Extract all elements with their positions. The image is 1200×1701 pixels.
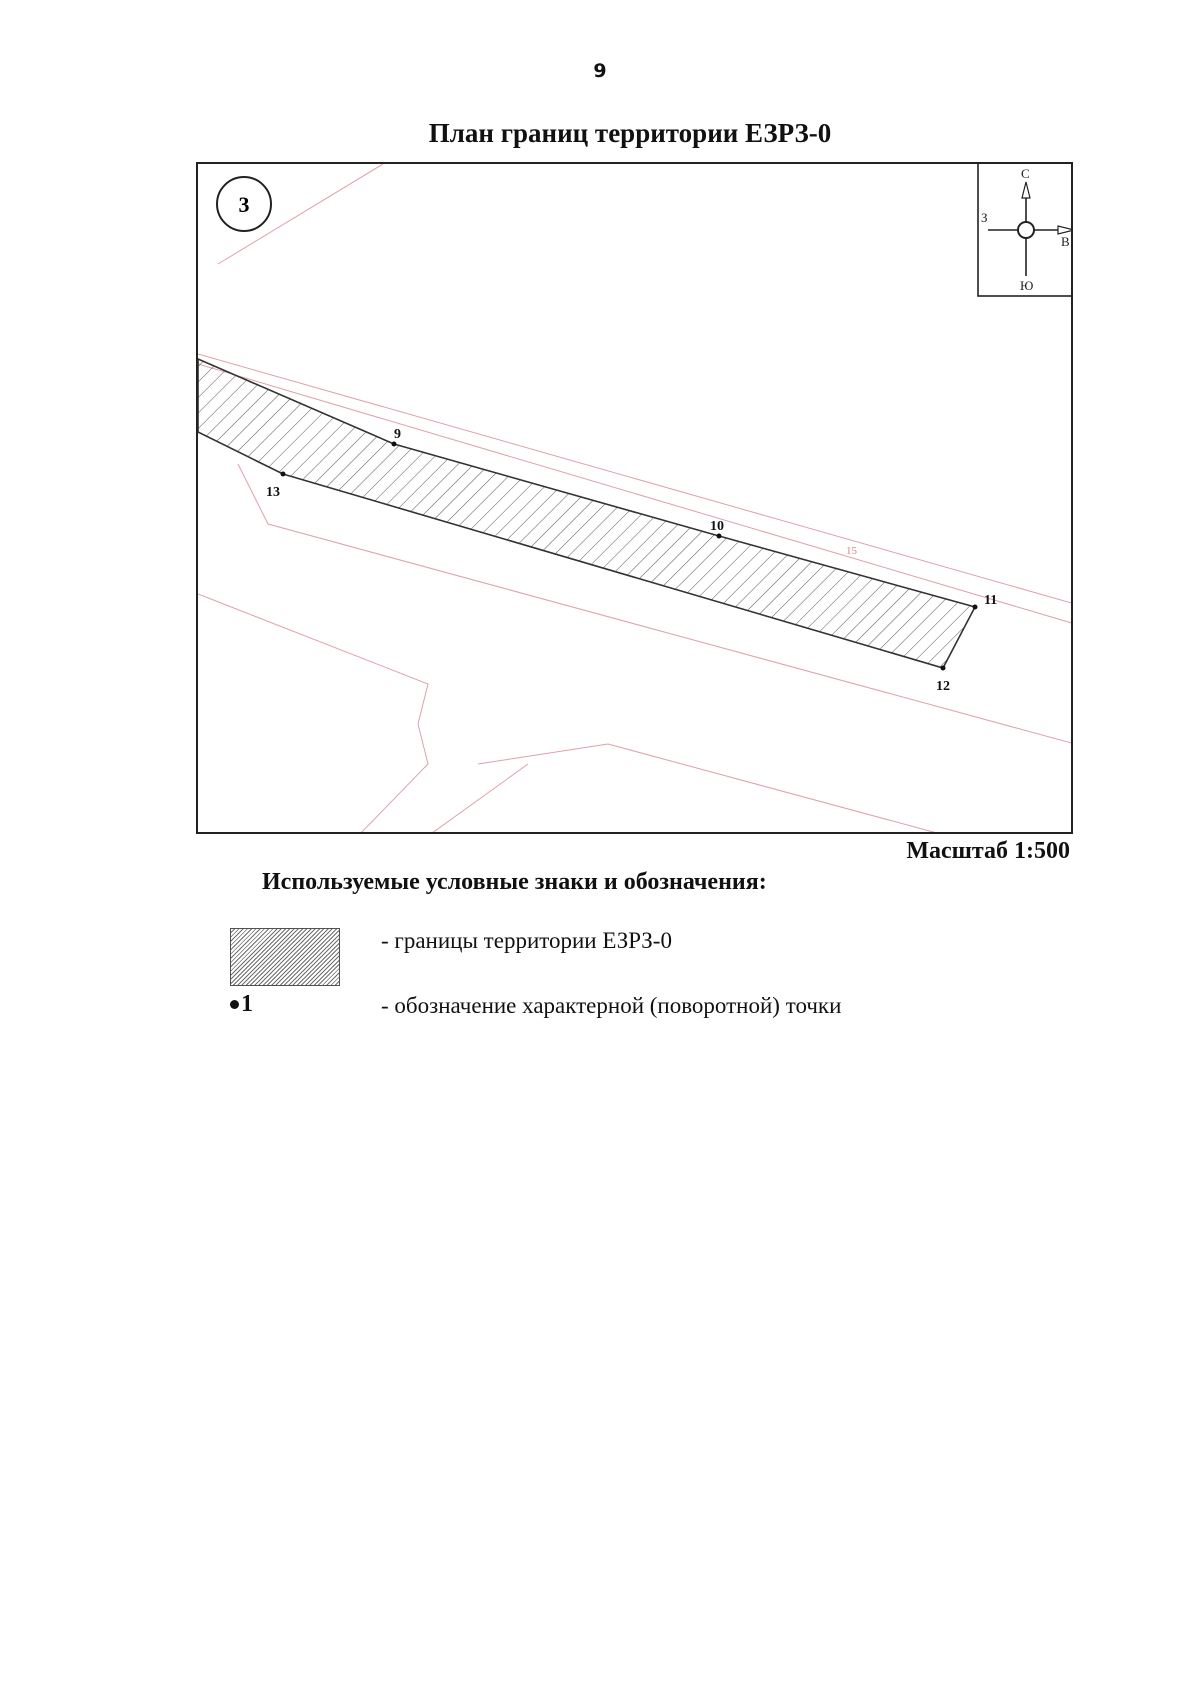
legend-hatch-swatch (230, 928, 340, 986)
point-11-marker (973, 605, 978, 610)
map-drawing (198, 164, 1073, 834)
point-label-10: 10 (710, 519, 724, 534)
legend-title: Используемые условные знаки и обозначения: (262, 869, 767, 895)
point-13-marker (281, 472, 286, 477)
legend-point-number: 1 (241, 991, 253, 1017)
point-label-11: 11 (984, 593, 998, 608)
compass-rose-icon (978, 164, 1073, 296)
parcel-label: 15 (846, 545, 857, 557)
point-label-12: 12 (936, 679, 950, 694)
boundary-map (196, 162, 1073, 834)
compass-west: З (981, 210, 988, 225)
compass-east: В (1061, 234, 1070, 249)
point-12-marker (941, 666, 946, 671)
page-title: План границ территории ЕЗРЗ-0 (428, 118, 832, 148)
point-dot-icon (230, 1000, 239, 1009)
territory-polygon (198, 359, 975, 668)
legend-item-point: - обозначение характерной (поворотной) точки (381, 993, 842, 1018)
sheet-number: 3 (238, 192, 250, 217)
point-label-13: 13 (266, 485, 280, 500)
point-9-marker (392, 442, 397, 447)
compass-south: Ю (1020, 278, 1034, 293)
legend-point-symbol (230, 991, 253, 1018)
page-number: 9 (593, 60, 607, 82)
legend-item-territory: - границы территории ЕЗРЗ-0 (381, 928, 672, 953)
compass-north: С (1021, 166, 1030, 181)
scale-label: Масштаб 1:500 (906, 838, 1070, 864)
point-label-9: 9 (394, 427, 401, 442)
point-10-marker (717, 534, 722, 539)
cadastral-lines (198, 164, 1073, 834)
sheet-number-badge (217, 177, 271, 231)
